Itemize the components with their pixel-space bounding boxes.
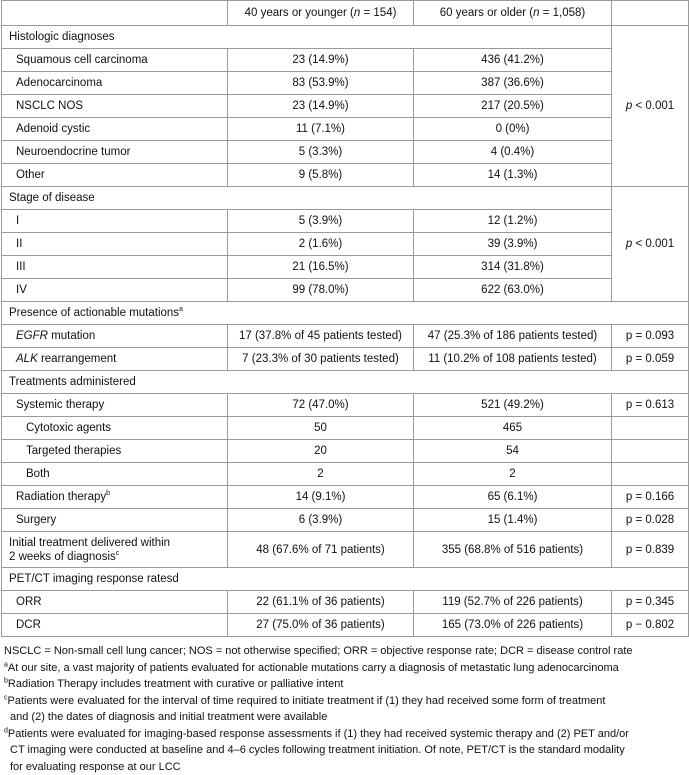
table-row — [2, 118, 689, 141]
p-value-empty — [612, 417, 689, 440]
row-label: Both — [2, 463, 228, 486]
young-value: 50 — [228, 417, 414, 440]
old-value: 521 (49.2%) — [414, 394, 612, 417]
young-value: 6 (3.9%) — [228, 509, 414, 532]
young-value: 20 — [228, 440, 414, 463]
table-row — [2, 348, 689, 371]
young-value: 23 (14.9%) — [228, 95, 414, 118]
old-value: 11 (10.2% of 108 patients tested) — [414, 348, 612, 371]
header-p-cell — [612, 1, 689, 26]
table-row — [2, 141, 689, 164]
young-value: 7 (23.3% of 30 patients tested) — [228, 348, 414, 371]
young-value: 2 — [228, 463, 414, 486]
row-label: Initial treatment delivered within 2 weeks of diagnosis$^c$ — [2, 532, 228, 568]
p-value: p = 0.839 — [612, 532, 689, 568]
row-label: ALK rearrangement — [2, 348, 228, 371]
row-label: Targeted therapies — [2, 440, 228, 463]
table-row — [2, 49, 689, 72]
row-label: Other — [2, 164, 228, 187]
old-value: 387 (36.6%) — [414, 72, 612, 95]
row-label: Adenocarcinoma — [2, 72, 228, 95]
table-row — [2, 417, 689, 440]
table-row — [2, 72, 689, 95]
p-value: p = 0.059 — [612, 348, 689, 371]
footnote-b: $^b$Radiation Therapy includes treatment with curative or palliative intent — [4, 676, 685, 693]
row-label: Squamous cell carcinoma — [2, 49, 228, 72]
footnote-d-cont: for evaluating response at our LCC — [4, 759, 685, 775]
row-label: IV — [2, 279, 228, 302]
old-value: 2 — [414, 463, 612, 486]
table-row — [2, 325, 689, 348]
young-value: 83 (53.9%) — [228, 72, 414, 95]
footnote-c: $^c$Patients were evaluated for the interval of time required to initiate treatment if (1) they had received some form of treatment — [4, 693, 685, 710]
section-title: Stage of disease — [2, 187, 612, 210]
old-value: 314 (31.8%) — [414, 256, 612, 279]
old-value: 622 (63.0%) — [414, 279, 612, 302]
row-label: Radiation therapy$^b$ — [2, 486, 228, 509]
old-value: 14 (1.3%) — [414, 164, 612, 187]
section-row — [2, 568, 689, 591]
old-value: 217 (20.5%) — [414, 95, 612, 118]
young-value: 27 (75.0% of 36 patients) — [228, 614, 414, 637]
p-value: p = 0.093 — [612, 325, 689, 348]
footnote-d: $^d$Patients were evaluated for imaging-based response assessments if (1) they had received systemic therapy and (2) PET and/or — [4, 726, 685, 743]
young-value: 11 (7.1%) — [228, 118, 414, 141]
p-value: p = 0.166 — [612, 486, 689, 509]
old-value: 119 (52.7% of 226 patients) — [414, 591, 612, 614]
header-old: 60 years or older (n = 1,058) — [414, 1, 612, 26]
section-row — [2, 187, 689, 210]
p-value: p = 0.345 — [612, 591, 689, 614]
p-value-empty — [612, 440, 689, 463]
comparison-table — [1, 0, 689, 637]
old-value: 0 (0%) — [414, 118, 612, 141]
young-value: 22 (61.1% of 36 patients) — [228, 591, 414, 614]
row-label: ORR — [2, 591, 228, 614]
old-value: 436 (41.2%) — [414, 49, 612, 72]
section-title: Presence of actionable mutations$^a$ — [2, 302, 689, 325]
row-label: Systemic therapy — [2, 394, 228, 417]
table-row — [2, 95, 689, 118]
header-row — [2, 1, 689, 26]
row-label: Neuroendocrine tumor — [2, 141, 228, 164]
section-title: Histologic diagnoses — [2, 26, 612, 49]
old-value: 65 (6.1%) — [414, 486, 612, 509]
header-young: 40 years or younger (n = 154) — [228, 1, 414, 26]
p-value: p < 0.001 — [612, 26, 689, 187]
table-row — [2, 591, 689, 614]
young-value: 72 (47.0%) — [228, 394, 414, 417]
table-row — [2, 532, 689, 568]
young-value: 48 (67.6% of 71 patients) — [228, 532, 414, 568]
old-value: 39 (3.9%) — [414, 233, 612, 256]
old-value: 15 (1.4%) — [414, 509, 612, 532]
section-title: PET/CT imaging response ratesd — [2, 568, 689, 591]
table-row — [2, 394, 689, 417]
row-label: I — [2, 210, 228, 233]
header-empty-cell — [2, 1, 228, 26]
young-value: 17 (37.8% of 45 patients tested) — [228, 325, 414, 348]
young-value: 5 (3.3%) — [228, 141, 414, 164]
young-value: 5 (3.9%) — [228, 210, 414, 233]
old-value: 12 (1.2%) — [414, 210, 612, 233]
table-row — [2, 233, 689, 256]
young-value: 21 (16.5%) — [228, 256, 414, 279]
young-value: 14 (9.1%) — [228, 486, 414, 509]
row-label: Surgery — [2, 509, 228, 532]
footnotes — [0, 637, 689, 775]
old-value: 54 — [414, 440, 612, 463]
table-row — [2, 279, 689, 302]
table-row — [2, 486, 689, 509]
row-label: DCR — [2, 614, 228, 637]
p-value: p < 0.001 — [612, 187, 689, 302]
footnote-d-cont: CT imaging were conducted at baseline and 4–6 cycles following treatment initiation. Of note, PET/CT is the standard modality — [4, 742, 685, 759]
old-value: 4 (0.4%) — [414, 141, 612, 164]
row-label: II — [2, 233, 228, 256]
old-value: 355 (68.8% of 516 patients) — [414, 532, 612, 568]
row-label: NSCLC NOS — [2, 95, 228, 118]
young-value: 2 (1.6%) — [228, 233, 414, 256]
young-value: 23 (14.9%) — [228, 49, 414, 72]
p-value: p = 0.028 — [612, 509, 689, 532]
footnote-c-cont: and (2) the dates of diagnosis and initial treatment were available — [4, 709, 685, 726]
p-value: p − 0.802 — [612, 614, 689, 637]
old-value: 165 (73.0% of 226 patients) — [414, 614, 612, 637]
old-value: 465 — [414, 417, 612, 440]
section-row — [2, 302, 689, 325]
row-label: EGFR mutation — [2, 325, 228, 348]
row-label: Adenoid cystic — [2, 118, 228, 141]
young-value: 9 (5.8%) — [228, 164, 414, 187]
table-row — [2, 509, 689, 532]
p-value: p = 0.613 — [612, 394, 689, 417]
section-title: Treatments administered — [2, 371, 689, 394]
section-row — [2, 371, 689, 394]
table-row — [2, 210, 689, 233]
p-value-empty — [612, 463, 689, 486]
young-value: 99 (78.0%) — [228, 279, 414, 302]
table-row — [2, 164, 689, 187]
row-label: Cytotoxic agents — [2, 417, 228, 440]
old-value: 47 (25.3% of 186 patients tested) — [414, 325, 612, 348]
footnote-a: $^a$At our site, a vast majority of patients evaluated for actionable mutations carry a diagnosis of metastatic lung adenocarcinoma — [4, 660, 685, 677]
table-row — [2, 614, 689, 637]
table-row — [2, 463, 689, 486]
table-row — [2, 440, 689, 463]
footnote-abbreviations: NSCLC = Non-small cell lung cancer; NOS = not otherwise specified; ORR = objective response rate; DCR = disease control rate — [4, 643, 685, 660]
row-label: III — [2, 256, 228, 279]
table-row — [2, 256, 689, 279]
section-row — [2, 26, 689, 49]
